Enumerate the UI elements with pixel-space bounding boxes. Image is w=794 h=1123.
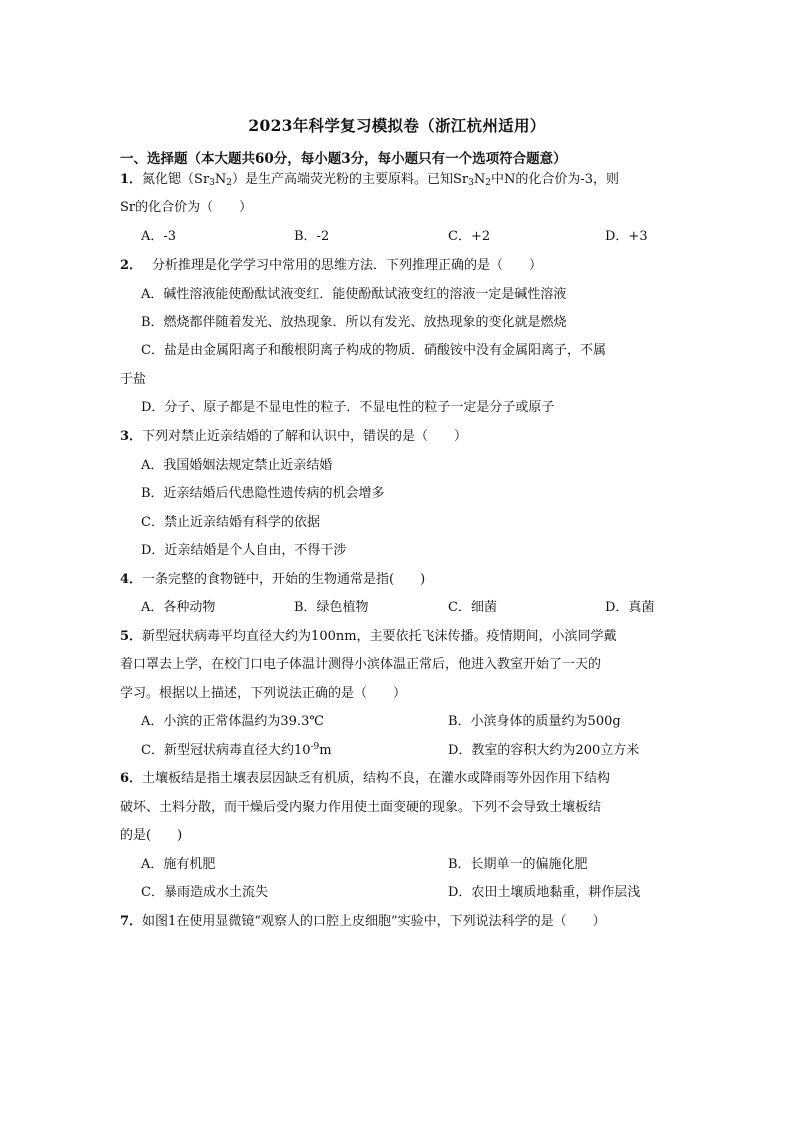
question-text: N — [473, 172, 486, 187]
question-text: 新型冠状病毒平均直径大约为100nm，主要依托飞沫传播。疫情期间，小滨同学戴 — [142, 629, 617, 644]
subscript: 2 — [226, 178, 233, 188]
question-6-line-3: 的是( ) — [120, 828, 183, 843]
subscript: 2 — [485, 178, 491, 188]
question-2-line-1 — [120, 257, 542, 275]
page-title: 2023年科学复习模拟卷（浙江杭州适用） — [248, 116, 546, 135]
question-7-line-1 — [120, 913, 606, 931]
question-4-line-1 — [120, 571, 425, 589]
question-5-line-3: 学习。根据以上描述，下列说法正确的是（ ） — [120, 686, 407, 701]
question-text: 如图1在使用显微镜“观察人的口腔上皮细胞”实验中，下列说法科学的是（ ） — [142, 914, 606, 929]
option-d: D．农田土壤质地黏重，耕作层浅 — [448, 885, 641, 900]
question-text: ）是生产高端荧光粉的主要原料。已知Sr — [232, 172, 469, 187]
question-number: 3． — [120, 429, 143, 444]
option-a: A．我国婚姻法规定禁止近亲结婚 — [141, 458, 333, 473]
question-number: 5． — [120, 629, 143, 644]
option-c — [141, 742, 332, 760]
option-d: D．+3 — [605, 229, 648, 244]
option-d: D．近亲结婚是个人自由，不得干涉 — [141, 543, 347, 558]
question-6-line-1 — [120, 770, 610, 788]
option-a: A．碱性溶液能使酚酞试液变红．能使酚酞试液变红的溶液一定是碱性溶液 — [141, 287, 567, 302]
option-b: B．绿色植物 — [294, 600, 369, 615]
option-b: B．近亲结婚后代患隐性遗传病的机会增多 — [141, 486, 385, 501]
option-a: A．施有机肥 — [141, 857, 216, 872]
question-number: 7． — [120, 914, 143, 929]
option-a: A．小滨的正常体温约为39.3℃ — [141, 714, 324, 729]
option-c: C．+2 — [448, 229, 491, 244]
option-d: D．教室的容积大约为200立方米 — [448, 743, 640, 758]
question-6-line-2: 破坏、土料分散，而干燥后受内聚力作用使土面变硬的现象。下列不会导致土壤板结 — [120, 800, 602, 815]
option-a: A．-3 — [141, 229, 177, 244]
question-number: 4． — [120, 572, 143, 587]
option-d: D．真菌 — [605, 600, 655, 615]
superscript: -9 — [310, 742, 320, 752]
question-1-line-2: Sr的化合价为（ ） — [120, 200, 253, 215]
option-a: A．各种动物 — [141, 600, 216, 615]
question-text: 一条完整的食物链中，开始的生物通常是指( ) — [142, 572, 426, 587]
question-text: N — [214, 172, 227, 187]
question-text: 中N的化合价为-3，则 — [490, 172, 620, 187]
question-5-line-1 — [120, 628, 617, 646]
question-5-line-2: 着口罩去上学，在校门口电子体温计测得小滨体温正常后，他进入教室开始了一天的 — [120, 657, 602, 672]
option-b: B．长期单一的偏施化肥 — [448, 857, 588, 872]
question-3-line-1 — [120, 428, 467, 446]
option-c-continued: 于盐 — [120, 372, 147, 387]
option-c: C．暴雨造成水土流失 — [141, 885, 268, 900]
question-1-line-1 — [120, 171, 619, 189]
question-text: 氮化锶（Sr — [142, 172, 210, 187]
option-c: C．细菌 — [448, 600, 497, 615]
question-number: 6． — [120, 771, 143, 786]
question-text: 土壤板结是指土壤表层因缺乏有机质，结构不良，在灌水或降雨等外因作用下结构 — [142, 771, 611, 786]
option-text: m — [319, 743, 332, 758]
option-text: C．新型冠状病毒直径大约10 — [141, 743, 311, 758]
option-c: C．禁止近亲结婚有科学的依据 — [141, 515, 320, 530]
option-c: C．盐是由金属阳离子和酸根阴离子构成的物质．硝酸铵中没有金属阳离子，不属 — [141, 343, 606, 358]
subscript: 3 — [209, 178, 215, 188]
question-number: 1． — [120, 172, 143, 187]
question-text: 下列对禁止近亲结婚的了解和认识中，错误的是（ ） — [142, 429, 468, 444]
option-b: B．燃烧都伴随着发光、放热现象．所以有发光、放热现象的变化就是燃烧 — [141, 315, 567, 330]
option-b: B．-2 — [294, 229, 330, 244]
option-b: B．小滨身体的质量约为500g — [448, 714, 621, 729]
question-text: 分析推理是化学学习中常用的思维方法．下列推理正确的是（ ） — [152, 258, 543, 273]
section-heading: 一、选择题（本大题共60分，每小题3分，每小题只有一个选项符合题意） — [120, 151, 567, 167]
question-number: 2． — [120, 258, 143, 273]
option-d: D．分子、原子都是不显电性的粒子．不显电性的粒子一定是分子或原子 — [141, 400, 555, 415]
subscript: 3 — [468, 178, 474, 188]
